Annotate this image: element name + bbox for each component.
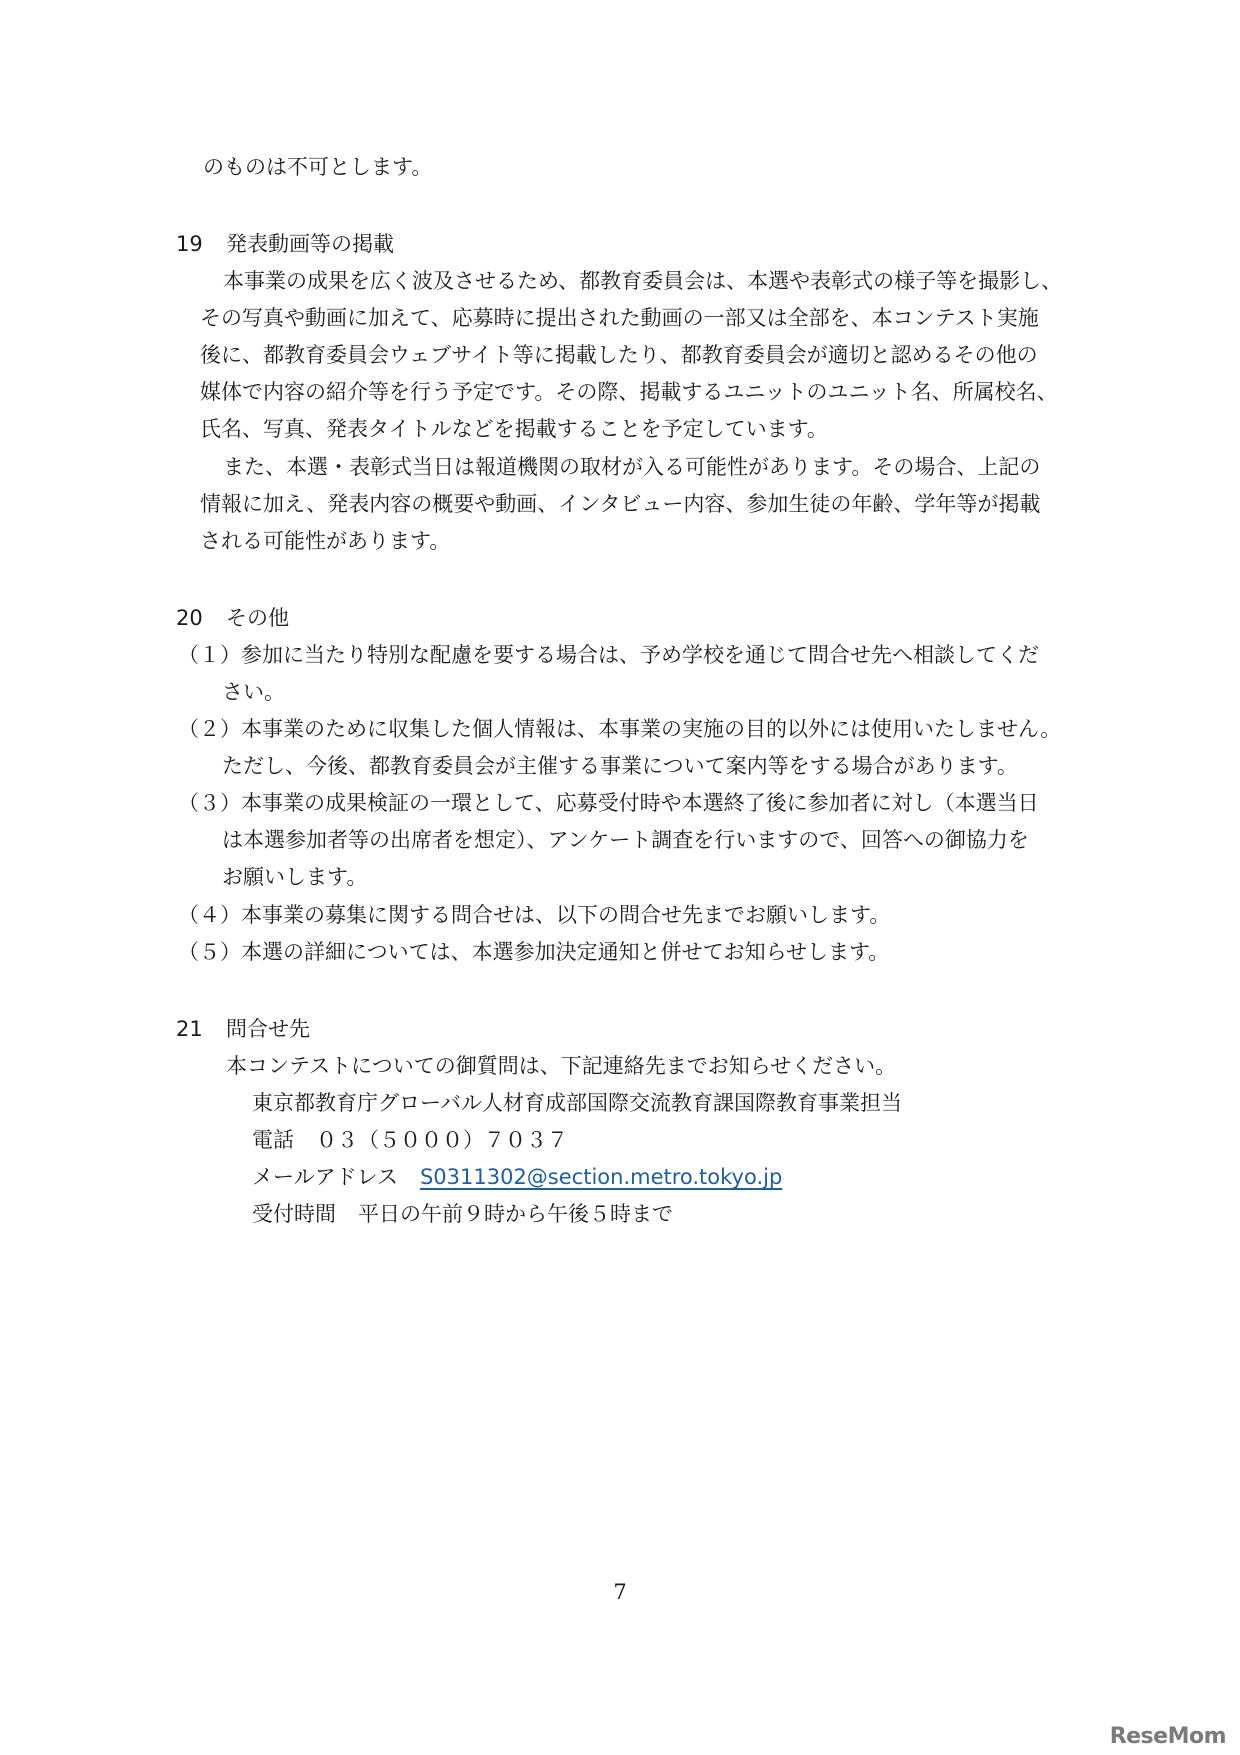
section-title: 発表動画等の掲載 [226,232,394,256]
section-title: その他 [226,606,289,630]
list-item: （４）本事業の募集に関する問合せは、以下の問合せ先までお願いします。 [178,903,891,927]
section-number: 19 [176,232,203,256]
paragraph-line: 本事業の成果を広く波及させるため、都教育委員会は、本選や表彰式の様子等を撮影し、 [223,269,1063,293]
paragraph-line: また、本選・表彰式当日は報道機関の取材が入る可能性があります。その場合、上記の [223,455,1041,479]
email-label: メールアドレス [252,1165,398,1189]
resemom-watermark-logo: ReseMom [1109,1724,1226,1749]
section-number: 20 [176,606,203,630]
hours-value: 平日の午前９時から午後５時まで [358,1202,673,1226]
contact-intro: 本コンテストについての御質問は、下記連絡先までお知らせください。 [226,1054,897,1078]
list-item: （２）本事業のために収集した個人情報は、本事業の実施の目的以外には使用いたしません。 [178,717,1062,741]
list-item: （３）本事業の成果検証の一環として、応募受付時や本選終了後に参加者に対し（本選当日 [178,791,1039,815]
list-item: （５）本選の詳細については、本選参加決定通知と併せてお知らせします。 [178,940,890,964]
list-item-continuation: さい。 [222,680,285,704]
paragraph-line: 後に、都教育委員会ウェブサイト等に掲載したり、都教育委員会が適切と認めるその他の [200,343,1038,367]
continued-text: のものは不可とします。 [203,155,433,179]
hours-label: 受付時間 [252,1202,336,1226]
contact-email-row [252,1162,782,1192]
list-item-continuation: は本選参加者等の出席者を想定）、アンケート調査を行いますので、回答への御協力を [222,828,1029,852]
paragraph-line: 媒体で内容の紹介等を行う予定です。その際、掲載するユニットのユニット名、所属校名、 [200,380,1058,404]
phone-label: 電話 [252,1128,294,1152]
list-item-continuation: ただし、今後、都教育委員会が主催する事業について案内等をする場合があります。 [222,754,1018,778]
section-number: 21 [176,1017,203,1041]
section-21-heading [176,1014,310,1044]
paragraph-line: 情報に加え、発表内容の概要や動画、インタビュー内容、参加生徒の年齢、学年等が掲載 [200,492,1041,516]
page-number: 7 [613,1580,627,1604]
contact-phone-row [252,1125,568,1155]
paragraph-line: される可能性があります。 [200,529,451,553]
list-item-continuation: お願いします。 [222,865,368,889]
phone-number: ０３（５０００）７０３７ [316,1128,568,1152]
section-title: 問合せ先 [226,1017,310,1041]
email-link[interactable]: S0311302@section.metro.tokyo.jp [419,1165,783,1189]
paragraph-line: その写真や動画に加えて、応募時に提出された動画の一部又は全部を、本コンテスト実施 [200,306,1039,330]
contact-hours-row [252,1199,673,1229]
section-19-heading [176,229,394,259]
paragraph-line: 氏名、写真、発表タイトルなどを掲載することを予定しています。 [200,417,828,441]
section-20-heading [176,603,289,633]
list-item: （１）参加に当たり特別な配慮を要する場合は、予め学校を通じて問合せ先へ相談してくだ [178,643,1039,667]
contact-department: 東京都教育庁グローバル人材育成部国際交流教育課国際教育事業担当 [252,1091,902,1115]
